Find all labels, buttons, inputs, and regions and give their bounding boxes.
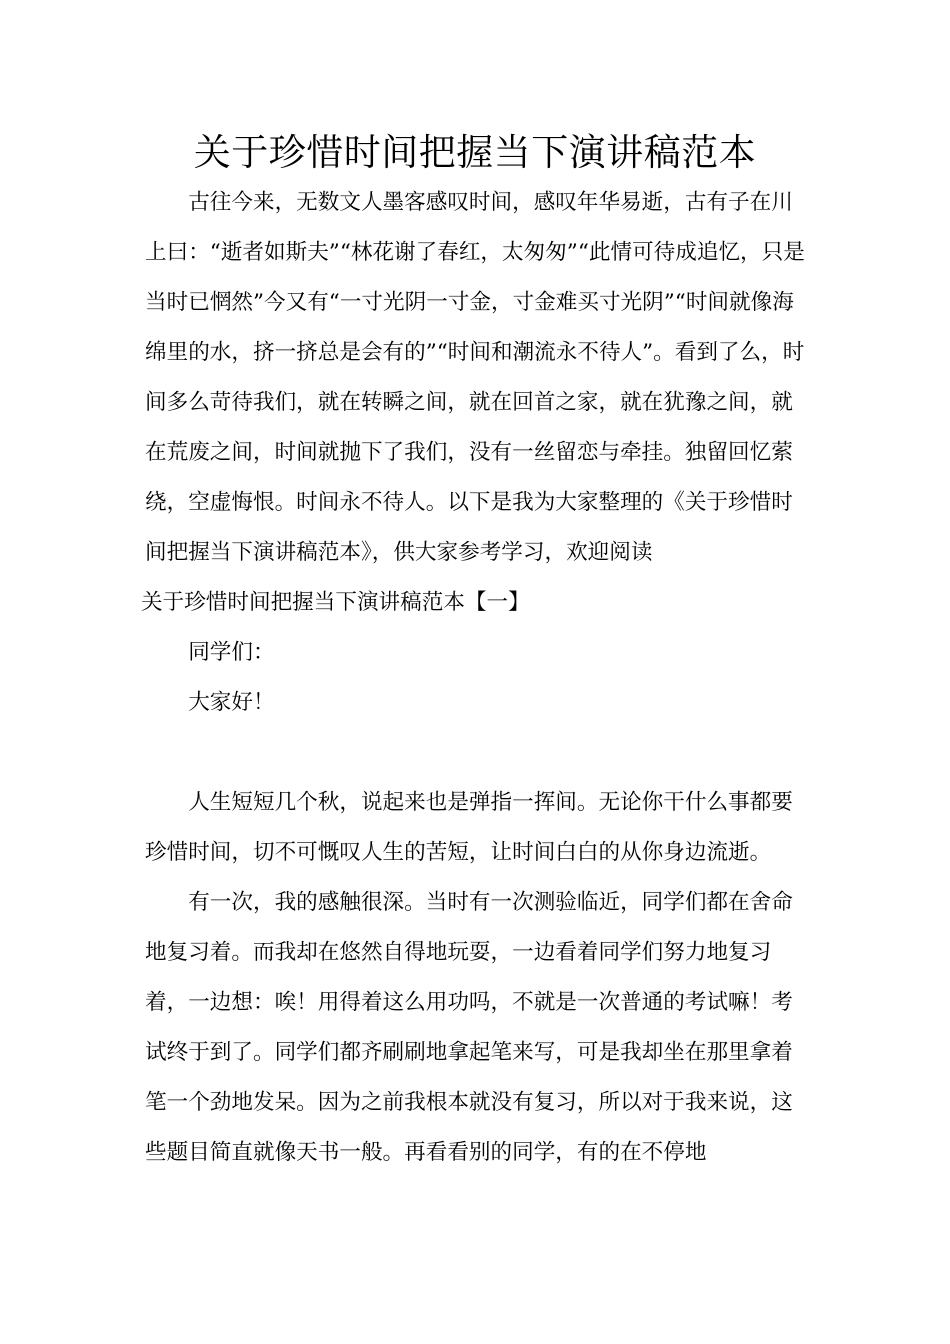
greeting-classmates: 同学们： — [188, 640, 275, 665]
document-body — [141, 178, 810, 1178]
intro-paragraph: 古往今来，无数文人墨客感叹时间，感叹年华易逝，古有子在川上曰：“逝者如斯夫”“林花谢了春红，太匆匆”“此情可待成追忆，只是当时已惘然”今又有“一寸光阴一寸金，寸金难买寸光阴”“时间就像海绵里的水，挤一挤总是会有的”“时间和潮流永不待人”。看到了么，时间多么苛待我们，就在转瞬之间，就在回首之家，就在犹豫之间，就在荒废之间，时间就抛下了我们，没有一丝留恋与牵挂。独留回忆萦绕，空虚悔恨。时间永不待人。以下是我为大家整理的《关于珍惜时间把握当下演讲稿范本》，供大家参考学习，欢迎阅读 — [145, 190, 805, 565]
section-heading: 关于珍惜时间把握当下演讲稿范本【一】 — [141, 590, 530, 615]
blank-line — [145, 728, 810, 778]
document-title: 关于珍惜时间把握当下演讲稿范本 — [193, 131, 757, 174]
body-paragraph: 有一次，我的感触很深。当时有一次测验临近，同学们都在舍命地复习着。而我却在悠然自得地玩耍，一边看着同学们努力地复习着，一边想：唉！用得着这么用功吗，不就是一次普通的考试嘛！考试终于到了。同学们都齐刷刷地拿起笔来写，可是我却坐在那里拿着笔一个劲地发呆。因为之前我根本就没有复习，所以对于我来说，这些题目简直就像天书一般。再看看别的同学，有的在不停地 — [145, 890, 793, 1165]
greeting-everyone: 大家好！ — [188, 690, 275, 715]
body-paragraph: 人生短短几个秋，说起来也是弹指一挥间。无论你干什么事都要珍惜时间，切不可慨叹人生的苦短，让时间白白的从你身边流逝。 — [145, 790, 793, 865]
